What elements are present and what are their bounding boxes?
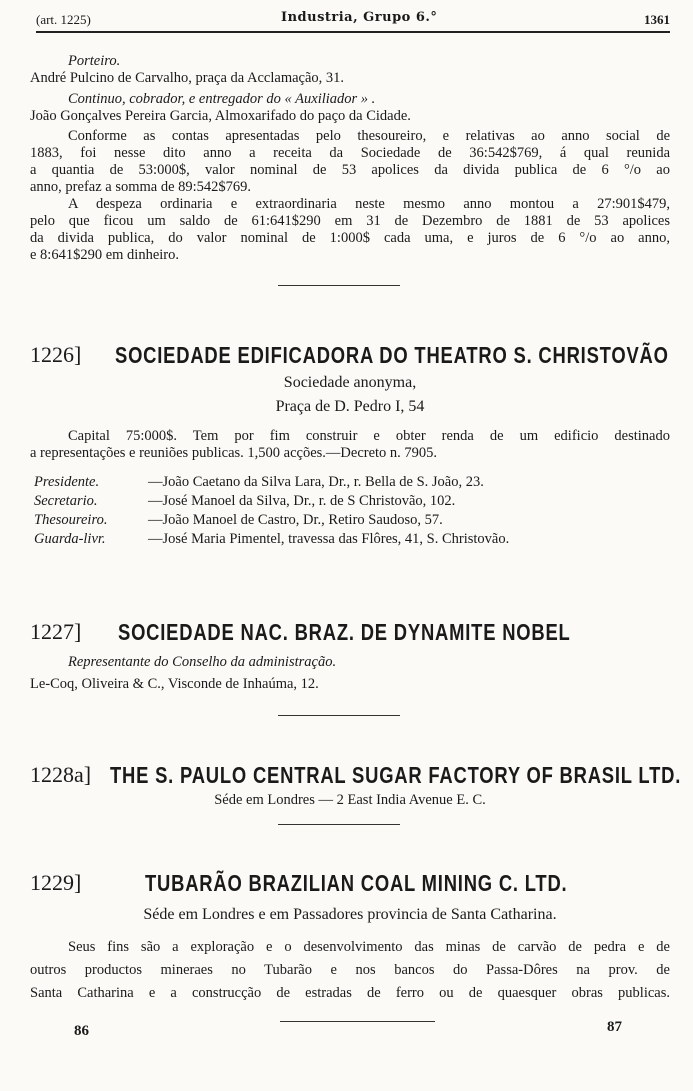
header-page-number: 1361 <box>644 12 670 27</box>
company-type: Sociedade anonyma, <box>283 374 417 391</box>
entry-1227-body <box>30 654 670 693</box>
text-line: pelo que ficou um saldo de 61:641$290 em 31 de Dezembro de 1881 de 53 apolices <box>30 213 670 229</box>
text-line: anno, prefaz a somma de 89:542$769. <box>30 179 252 195</box>
entry-number: 1228a] <box>30 762 92 787</box>
text-line: Capital 75:000$. Tem por fim construir e obter renda de um edificio destinado <box>68 428 670 444</box>
officer-name: —João Caetano da Silva Lara, Dr., r. Bella de S. João, 23. <box>148 474 484 490</box>
officer-role: Guarda-livr. <box>34 531 106 547</box>
text-line: Santa Catharina e a construcção de estradas de ferro ou de quaesquer obras publicas. <box>30 985 670 1001</box>
officer-role: Thesoureiro. <box>34 512 108 528</box>
entry-title: SOCIEDADE EDIFICADORA DO THEATRO S. CHRISTOVÃO <box>115 342 669 368</box>
text-line: a representações e reuniões publicas. 1,500 acções.—Decreto n. 7905. <box>30 445 438 461</box>
paragraph-receita <box>30 128 670 196</box>
paragraph-despeza <box>30 196 670 264</box>
entry-title: SOCIEDADE NAC. BRAZ. DE DYNAMITE NOBEL <box>118 619 571 645</box>
porteiro-label: Porteiro. <box>68 53 121 69</box>
running-header <box>36 8 670 32</box>
text-line: Seus fins são a exploração e o desenvolvimento das minas de carvão de pedra e de <box>68 939 670 955</box>
porteiro-name: André Pulcino de Carvalho, praça da Acclamação, 31. <box>30 70 345 86</box>
company-seat: Séde em Londres — 2 East India Avenue E. C. <box>214 792 486 808</box>
representative-label: Representante do Conselho da administração. <box>68 654 337 670</box>
entry-1226-heading <box>30 338 670 372</box>
header-rule <box>36 31 670 33</box>
header-section: Industria, Grupo 6.° <box>281 10 438 25</box>
officer-name: —José Maria Pimentel, travessa das Flôres, 41, S. Christovão. <box>148 531 510 547</box>
footer-separator <box>280 1021 435 1022</box>
entry-1225 <box>30 53 670 264</box>
officer-row <box>34 473 674 492</box>
officer-name: —José Manoel da Silva, Dr., r. de S Christovão, 102. <box>148 493 456 509</box>
text-line: A despeza ordinaria e extraordinaria neste mesmo anno montou a 27:901$479, <box>68 196 670 212</box>
capital-paragraph <box>30 428 670 462</box>
text-line: outros productos mineraes no Tubarão e nos bancos do Passa-Dôres na prov. de <box>30 962 670 978</box>
text-line: e 8:641$290 em dinheiro. <box>30 247 180 263</box>
text-line: da divida publica, do valor nominal de 1:000$ cada uma, e juros de 6 °/o ao anno, <box>30 230 670 246</box>
officer-role: Presidente. <box>34 474 100 490</box>
text-line: a quantia de 53:000$, valor nominal de 53 apolices da divida publica de 6 °/o ao <box>30 162 670 178</box>
entry-number: 1226] <box>30 342 82 367</box>
officer-role: Secretario. <box>34 493 98 509</box>
entry-1229-heading <box>30 866 670 900</box>
header-article-ref: (art. 1225) <box>36 12 91 27</box>
section-separator <box>278 715 400 716</box>
continuo-label: Continuo, cobrador, e entregador do « Auxiliador » . <box>68 91 376 107</box>
entry-title: TUBARÃO BRAZILIAN COAL MINING C. LTD. <box>145 870 568 896</box>
company-address: Praça de D. Pedro I, 54 <box>275 398 425 415</box>
text-line: 1883, foi nesse dito anno a receita da Sociedade de 36:542$769, á qual reunida <box>30 145 670 161</box>
entry-number: 1229] <box>30 870 82 895</box>
section-separator <box>278 285 400 286</box>
representative-name: Le-Coq, Oliveira & C., Visconde de Inhaúma, 12. <box>30 676 319 692</box>
officer-name: —João Manoel de Castro, Dr., Retiro Saudoso, 57. <box>148 512 443 528</box>
footer-right-number: 87 <box>607 1019 622 1035</box>
company-seat: Séde em Londres e em Passadores provincia de Santa Catharina. <box>143 906 557 923</box>
officer-row <box>34 530 674 549</box>
entry-title: THE S. PAULO CENTRAL SUGAR FACTORY OF BRASIL LTD. <box>110 762 682 788</box>
section-separator <box>278 824 400 825</box>
officer-row <box>34 511 674 530</box>
entry-1228a-heading <box>30 758 682 792</box>
continuo-name: João Gonçalves Pereira Garcia, Almoxarifado do paço da Cidade. <box>30 108 411 124</box>
officers-list <box>34 473 674 549</box>
footer-left-number: 86 <box>74 1023 89 1039</box>
entry-1227-heading <box>30 615 670 649</box>
officer-row <box>34 492 674 511</box>
text-line: Conforme as contas apresentadas pelo thesoureiro, e relativas ao anno social de <box>68 128 670 144</box>
entry-number: 1227] <box>30 619 82 644</box>
purpose-paragraph <box>30 936 670 1005</box>
